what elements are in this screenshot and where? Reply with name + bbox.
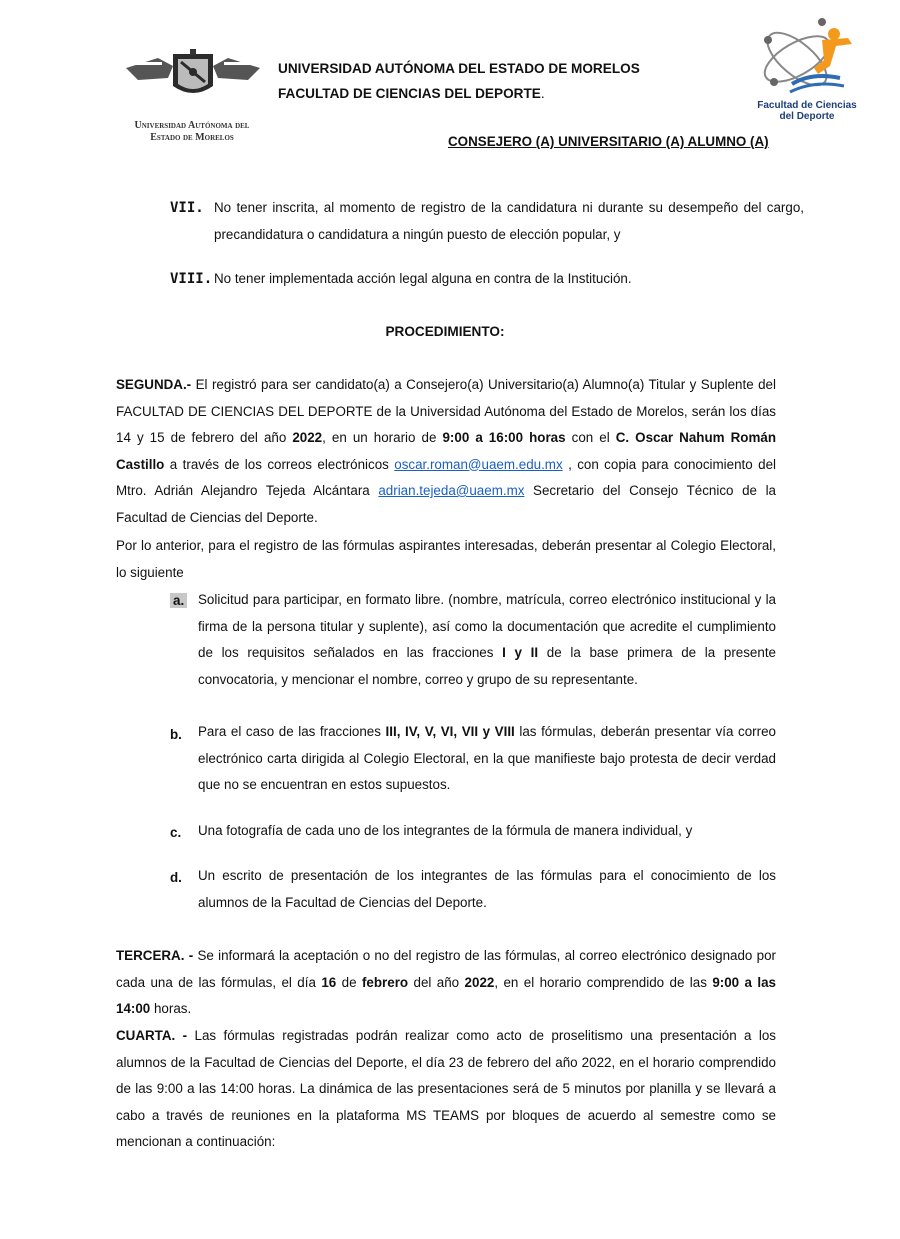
- email-link-oscar[interactable]: oscar.roman@uaem.edu.mx: [394, 456, 563, 472]
- item-c-label: c.: [170, 825, 182, 840]
- seal-caption-line1: Universidad Autónoma del: [134, 120, 250, 131]
- faculty-title-text: FACULTAD DE CIENCIAS DEL DEPORTE: [278, 86, 541, 101]
- seal-caption-line2: Estado de Morelos: [150, 132, 234, 143]
- tercera-hours: 9:00 a las 14:00: [116, 974, 777, 1016]
- clause-tercera: [116, 943, 776, 1023]
- tercera-text-5: horas.: [150, 1001, 192, 1016]
- intro-paragraph: Por lo anterior, para el registro de las fórmulas aspirantes interesadas, deberán presentar al Colegio Electoral, lo siguiente: [116, 538, 776, 580]
- faculty-logo: [752, 14, 862, 126]
- fraction-vii-text: [214, 195, 804, 248]
- clause-segunda: [116, 372, 776, 531]
- item-a-text: [198, 587, 776, 693]
- faculty-logo-caption: [752, 100, 862, 122]
- procedure-heading: PROCEDIMIENTO:: [385, 324, 505, 339]
- fraction-viii-text: No tener implementada acción legal alguna en contra de la Institución.: [214, 271, 632, 286]
- fraction-viii-number: VIII.: [170, 271, 213, 287]
- university-title: UNIVERSIDAD AUTÓNOMA DEL ESTADO DE MORELOS: [278, 61, 640, 76]
- segunda-text-2: , en un horario de: [322, 430, 443, 445]
- item-a-fractions: I y II: [502, 645, 539, 660]
- segunda-text-1: El registró para ser candidato(a) a Consejero(a) Universitario(a) Alumno(a) Titular y Suplente del FACULTAD DE CIENCIAS DEL DEPORTE de la Universidad Autónoma del Estado de Morelos, serán los días 14 y 15 de febrero del año: [116, 377, 776, 445]
- item-a-label-text: a.: [170, 593, 187, 608]
- tercera-text-1: Se informará la aceptación o no del registro de las fórmulas, al correo electrónico designado por cada una de las fórmulas, el día: [116, 948, 776, 990]
- document-subtitle: CONSEJERO (A) UNIVERSITARIO (A) ALUMNO (A): [448, 134, 769, 149]
- item-c-text: Una fotografía de cada uno de los integrantes de la fórmula de manera individual, y: [198, 823, 693, 838]
- clause-tercera-label: TERCERA. -: [116, 948, 194, 963]
- faculty-title: FACULTAD DE CIENCIAS DEL DEPORTE.: [278, 86, 545, 101]
- item-b-fractions: III, IV, V, VI, VII y VIII: [385, 724, 515, 739]
- tercera-day: 16: [321, 974, 337, 990]
- university-seal-caption: [112, 120, 272, 144]
- clause-segunda-label: SEGUNDA.-: [116, 377, 192, 392]
- tercera-month: febrero: [361, 974, 409, 990]
- segunda-hours: 9:00 a 16:00 horas: [442, 430, 566, 445]
- segunda-text-6: Secretario del Consejo Técnico de la Facultad de Ciencias del Deporte.: [116, 483, 776, 525]
- item-b-text: [198, 719, 776, 799]
- item-d-label: d.: [170, 870, 182, 885]
- segunda-person: C. Oscar Nahum Román Castillo: [116, 430, 776, 472]
- item-b-text-2: las fórmulas, deberán presentar vía correo electrónico carta dirigida al Colegio Electoral, en la que manifieste bajo protesta de decir verdad que no se encuentran en estos supuestos.: [198, 724, 776, 792]
- item-a-text-1: Solicitud para participar, en formato libre. (nombre, matrícula, correo electrónico institucional y la firma de la persona titular y suplente), así como la documentación que acredite el cumplimiento de los requisitos señalados en las fracciones: [198, 592, 776, 660]
- fraction-vii-number: VII.: [170, 200, 204, 216]
- segunda-text-5: , con copia para conocimiento del Mtro. Adrián Alejandro Tejeda Alcántara: [116, 456, 776, 498]
- tercera-text-3: del año: [408, 974, 465, 990]
- item-a-text-2: de la base primera de la presente convocatoria, y mencionar el nombre, correo y grupo de su representante.: [198, 645, 776, 687]
- faculty-logo-caption-line2: del Deporte: [779, 111, 835, 122]
- atom-athlete-icon: [752, 14, 862, 104]
- item-a-label: [170, 593, 187, 608]
- segunda-text-4: a través de los correos electrónicos: [164, 456, 395, 472]
- segunda-text-3: con el: [565, 430, 616, 445]
- tercera-text-4: , en el horario comprendido de las: [494, 974, 713, 990]
- item-d-text: Un escrito de presentación de los integrantes de las fórmulas para el conocimiento de los alumnos de la Facultad de Ciencias del Deporte.: [198, 868, 776, 910]
- tercera-text-2: de: [336, 974, 362, 990]
- item-b-text-1: Para el caso de las fracciones: [198, 724, 386, 739]
- faculty-logo-caption-line1: Facultad de Ciencias: [757, 100, 857, 111]
- fraction-vii-line1: No tener inscrita, al momento de registro de la candidatura ni durante su desempeño del cargo,: [214, 200, 804, 215]
- fraction-vii-line2: precandidatura o candidatura a ningún puesto de elección popular, y: [214, 226, 621, 242]
- segunda-year: 2022: [292, 430, 323, 445]
- cuarta-text: Las fórmulas registradas podrán realizar como acto de proselitismo una presentación a los alumnos de la Facultad de Ciencias del Deporte, el día 23 de febrero del año 2022, en el horario comprendido de las 9:00 a las 14:00 horas. La dinámica de las presentaciones será de 5 minutos por planilla y se llevará a cabo a través de reuniones en la plataforma MS TEAMS por bloques de acuerdo al semestre como se mencionan a continuación:: [116, 1028, 776, 1149]
- clause-cuarta-label: CUARTA. -: [116, 1028, 188, 1043]
- clause-cuarta: [116, 1023, 776, 1156]
- item-b-label: b.: [170, 727, 182, 742]
- tercera-year: 2022: [464, 974, 495, 990]
- email-link-adrian[interactable]: adrian.tejeda@uaem.mx: [378, 483, 525, 498]
